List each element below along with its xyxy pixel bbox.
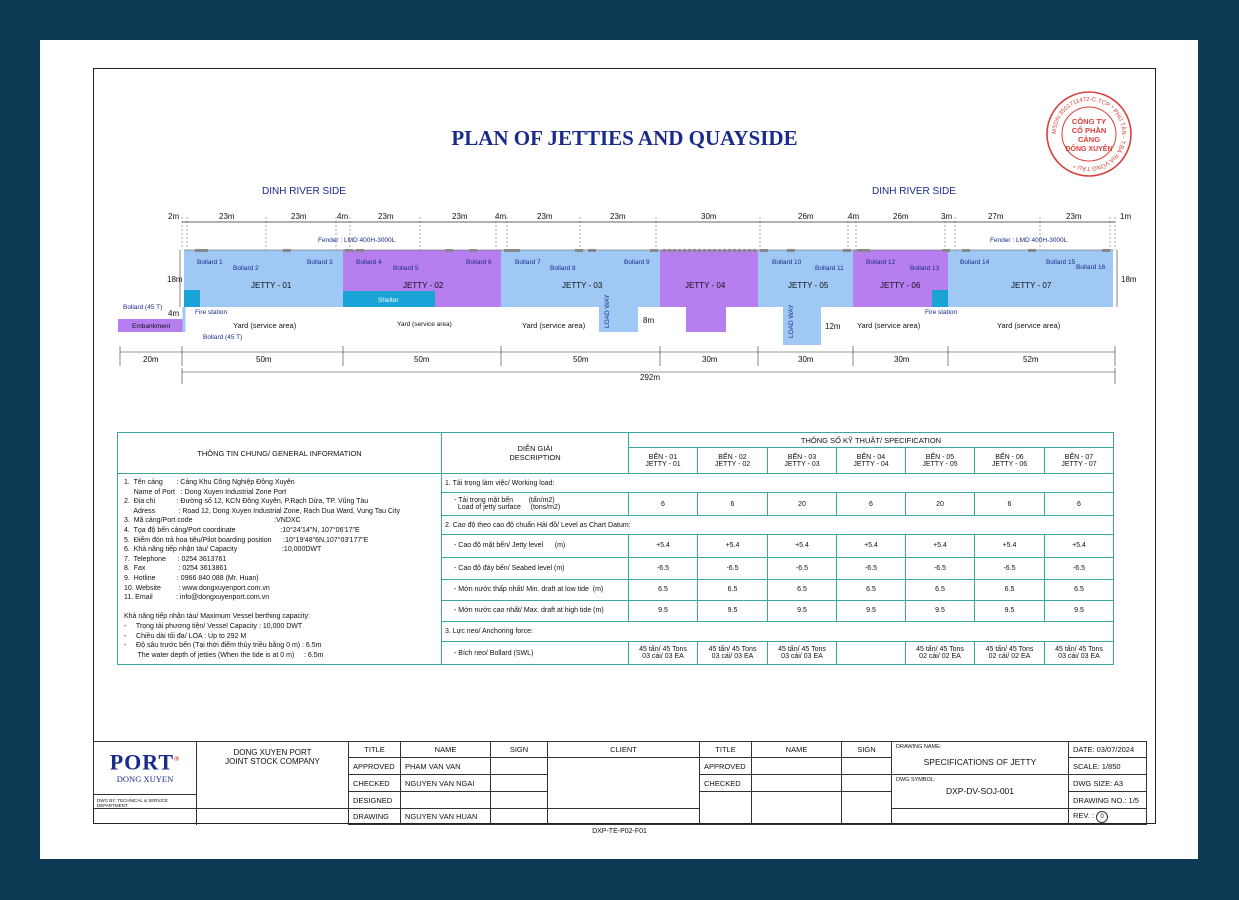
fender-mark [942, 249, 950, 252]
top-dimension-label: 4m [337, 212, 349, 221]
bollard-label: Bollard 3 [307, 259, 333, 266]
bollard-45-label-1: Bollard (45 T) [123, 304, 163, 311]
top-dimension-label: 2m [168, 212, 180, 221]
general-info-line: 4. Tọa độ bến cảng/Port coordinate :10°24'14"N, 107°06'17"E [124, 526, 360, 534]
bottom-dimension-label: 50m [573, 355, 589, 364]
top-dimension-label: 4m [848, 212, 860, 221]
fender-mark [1028, 249, 1036, 252]
bottom-dimension-label: 50m [414, 355, 430, 364]
bottom-dimension-label: 50m [256, 355, 272, 364]
col-title-2: TITLE [700, 742, 752, 758]
fender-mark [698, 249, 701, 252]
top-dimension-label: 1m [1120, 212, 1132, 221]
spec-value: -6.5 [1045, 557, 1114, 579]
general-info-line: Khả năng tiếp nhận tàu/ Maximum Vessel berthing capacity: [124, 613, 310, 621]
jetty-label: JETTY - 03 [562, 281, 603, 290]
spec-value: 6 [1045, 493, 1114, 516]
logo-cell [94, 742, 197, 809]
bottom-dimension-label: 52m [1023, 355, 1039, 364]
bollard-label: Bollard 4 [356, 259, 382, 266]
bollard-label: Bollard 10 [772, 259, 802, 266]
drawing-title: PLAN OF JETTIES AND QUAYSIDE [451, 126, 798, 150]
dimension-12m: 12m [825, 322, 841, 331]
spec-value: +5.4 [1045, 535, 1114, 557]
fender-label-right: Fender : LMD 400H-3000L [990, 237, 1068, 244]
fender-mark [708, 249, 711, 252]
spec-value: 20 [768, 493, 837, 516]
general-info-line: - Chiều dài tối đa/ LOA : Up to 292 M [124, 632, 247, 640]
general-info-line: The water depth of jetties (When the tide is at 0 m) : 6.5m [124, 651, 324, 659]
form-code: DXP-TE-P02-F01 [592, 828, 647, 835]
jetty-label: JETTY - 04 [685, 281, 726, 290]
spec-value: 6.5 [906, 579, 975, 600]
description-header: DIỄN GIẢI DESCRIPTION [442, 433, 629, 474]
spec-value: 45 tấn/ 45 Tons 03 cái/ 03 EA [1045, 642, 1114, 665]
jetty-column-header: BẾN - 05 JETTY - 05 [906, 448, 975, 474]
general-info-line: - Trọng tải phương tiện/ Vessel Capacity : 10,000 DWT [124, 622, 303, 630]
col-title: TITLE [349, 742, 401, 758]
general-info-header: THÔNG TIN CHUNG/ GENERAL INFORMATION [118, 433, 442, 474]
designed-label: DESIGNED [349, 792, 401, 809]
spec-value: 6.5 [975, 579, 1045, 600]
yard-label: Yard (service area) [997, 321, 1061, 330]
yard-label: Yard (service area) [233, 321, 297, 330]
dwg-by-text: DWG BY: TECHNICAL & SERVICE DEPARTMENT [94, 794, 196, 808]
fender-mark [862, 249, 870, 252]
drawing-name: NGUYEN VAN HUAN [401, 809, 491, 825]
dimension-8m: 8m [643, 316, 655, 325]
row-label: - Mớn nước thấp nhất/ Min. draft at low tide (m) [442, 579, 629, 600]
fender-mark [200, 249, 208, 252]
drawing-name-cell: DRAWING NAME: SPECIFICATIONS OF JETTY [892, 742, 1069, 775]
general-info-line: 8. Fax : 0254 3613861 [124, 565, 228, 573]
top-dimension-label: 23m [219, 212, 235, 221]
spec-value: 45 tấn/ 45 Tons 03 cái/ 03 EA [698, 642, 768, 665]
scale: SCALE: 1/850 [1069, 758, 1147, 775]
spec-value: -6.5 [698, 557, 768, 579]
fender-mark [445, 249, 453, 252]
spec-value: 6 [698, 493, 768, 516]
load-way-label-2: LOAD WAY [788, 304, 795, 338]
spec-value: 45 tấn/ 45 Tons 02 cái/ 02 EA [975, 642, 1045, 665]
col-name: NAME [401, 742, 491, 758]
spec-value: 45 tấn/ 45 Tons 03 cái/ 03 EA [629, 642, 698, 665]
top-dimension-label: 26m [893, 212, 909, 221]
top-dimension-label: 4m [495, 212, 507, 221]
fender-mark [663, 249, 666, 252]
bollard-label: Bollard 8 [550, 265, 576, 272]
general-info-line: 10. Website : www.dongxuyenport.com.vn [124, 584, 270, 592]
spec-value: 45 tấn/ 45 Tons 02 cái/ 02 EA [906, 642, 975, 665]
jetty-column-header: BẾN - 07 JETTY - 07 [1045, 448, 1114, 474]
fire-station-label-2: Fire station [925, 309, 958, 316]
top-dimension-label: 23m [378, 212, 394, 221]
bottom-dimension-label: 30m [894, 355, 910, 364]
top-dimension-label: 3m [941, 212, 953, 221]
row-label: - Tải trọng mặt bến (tấn/m2) Load of jetty surface (tons/m2) [442, 493, 629, 516]
spec-value: 20 [906, 493, 975, 516]
fender-mark [748, 249, 751, 252]
section-working-load: 1. Tải trọng làm việc/ Working load: [442, 474, 1114, 493]
fender-mark [743, 249, 746, 252]
shelter-label: Shelter [378, 297, 399, 304]
svg-text:MSDN:3501711472-C.TCP * PHÚ TÂ: MSDN:3501711472-C.TCP * PHÚ TÂN - T.BÀ RỊA VŨNG TÀU * [1051, 96, 1127, 172]
general-info-line: 1. Tên cảng : Cảng Khu Công Nghiệp Đông Xuyên [124, 479, 295, 486]
spec-value: 6 [629, 493, 698, 516]
spec-value: 9.5 [1045, 600, 1114, 621]
dwg-symbol-cell: DWG SYMBOL: DXP-DV-SOJ-001 [892, 775, 1069, 809]
spec-value: 6.5 [768, 579, 837, 600]
yard-label: Yard (service area) [397, 321, 452, 328]
jetty-column-header: BẾN - 03 JETTY - 03 [768, 448, 837, 474]
general-info-line: 7. Telephone : 0254 3613761 [124, 555, 227, 563]
approved-name: PHAM VAN VAN [401, 758, 491, 775]
row-label: - Bích neo/ Bollard (SWL) [442, 642, 629, 665]
port-logo: PORT® [109, 749, 181, 775]
side-dimension-4m: 4m [168, 309, 180, 318]
approved-label: APPROVED [349, 758, 401, 775]
spec-value: -6.5 [768, 557, 837, 579]
general-info-line: 2. Địa chỉ : Đường số 12, KCN Đông Xuyên, P.Rạch Dừa, TP. Vũng Tàu [124, 498, 369, 506]
fender-mark [738, 249, 741, 252]
title-block [93, 741, 1147, 825]
jetty-04-extension [686, 307, 726, 332]
logo-subtitle: DONG XUYEN [116, 774, 174, 785]
jetty-column-header: BẾN - 01 JETTY - 01 [629, 448, 698, 474]
row-label: - Cao độ đáy bến/ Seabed level (m) [442, 557, 629, 579]
jetty-label: JETTY - 07 [1011, 281, 1052, 290]
fender-mark [718, 249, 721, 252]
fender-mark [678, 249, 681, 252]
jetty-column-header: BẾN - 04 JETTY - 04 [837, 448, 906, 474]
spec-value: -6.5 [629, 557, 698, 579]
jetty-label: JETTY - 01 [251, 281, 292, 290]
top-dimension-label: 23m [537, 212, 553, 221]
jetty-label: JETTY - 05 [788, 281, 829, 290]
fender-mark [760, 249, 768, 252]
top-dimension-label: 23m [291, 212, 307, 221]
fender-mark [356, 249, 364, 252]
fender-mark [512, 249, 520, 252]
fender-mark [962, 249, 970, 252]
row-label: - Mớn nước cao nhất/ Max. draft at high tide (m) [442, 600, 629, 621]
fender-mark [688, 249, 691, 252]
jetty-plan [0, 0, 1239, 400]
section-levels: 2. Cao độ theo cao độ chuẩn Hải đồ/ Level as Chart Datum: [442, 516, 1114, 535]
fire-station-label-1: Fire station [195, 309, 228, 316]
fender-mark [504, 249, 512, 252]
load-way-label-1: LOAD WAY [604, 294, 611, 328]
fender-mark [753, 249, 756, 252]
fender-mark [668, 249, 671, 252]
fender-mark [345, 249, 353, 252]
general-info-line: 11. Email : info@dongxuyenport.com.vn [124, 594, 270, 602]
svg-text:CỔ PHẦN: CỔ PHẦN [1071, 126, 1107, 135]
drawing-number: DRAWING NO.: 1/5 [1069, 792, 1147, 809]
bollard-label: Bollard 16 [1076, 264, 1106, 271]
general-info-line: 3. Mã cảng/Port code :VNDXC [124, 517, 301, 525]
fender-mark [673, 249, 676, 252]
fender-mark [683, 249, 686, 252]
bottom-dimension-label: 30m [798, 355, 814, 364]
river-label-right: DINH RIVER SIDE [872, 186, 956, 197]
spec-value [837, 642, 906, 665]
general-info-line: 5. Điểm đón trả hoa tiêu/Pilot boarding position :10°19'48"6N,107°03'177"E [124, 536, 369, 544]
spec-value: 9.5 [768, 600, 837, 621]
svg-text:CẢNG: CẢNG [1077, 135, 1101, 144]
top-dimension-label: 27m [988, 212, 1004, 221]
top-dimension-label: 23m [1066, 212, 1082, 221]
col-name-2: NAME [752, 742, 842, 758]
fender-mark [693, 249, 696, 252]
specification-table [117, 432, 1114, 665]
bollard-label: Bollard 1 [197, 259, 223, 266]
bottom-dimension-label: 20m [143, 355, 159, 364]
bollard-label: Bollard 11 [815, 265, 844, 272]
dwg-size: DWG SIZE: A3 [1069, 775, 1147, 792]
checked-label-2: CHECKED [700, 775, 752, 792]
company-name: DONG XUYEN PORT JOINT STOCK COMPANY [197, 742, 349, 809]
side-dimension-right: 18m [1121, 275, 1137, 284]
spec-value: 9.5 [837, 600, 906, 621]
spec-value: +5.4 [629, 535, 698, 557]
spec-value: +5.4 [768, 535, 837, 557]
bollard-label: Bollard 12 [866, 259, 896, 266]
bollard-label: Bollard 14 [960, 259, 990, 266]
top-dimension-label: 30m [701, 212, 717, 221]
fender-mark [787, 249, 795, 252]
fire-station-block-1 [184, 290, 200, 307]
section-anchoring: 3. Lực neo/ Anchoring force: [442, 621, 1114, 641]
fender-mark [728, 249, 731, 252]
general-info-line: 9. Hotline : 0966 840 088 (Mr. Huan) [124, 574, 259, 582]
svg-text:ĐÔNG XUYÊN: ĐÔNG XUYÊN [1065, 146, 1113, 153]
spec-value: 9.5 [629, 600, 698, 621]
fender-mark [1102, 249, 1110, 252]
spec-value: 9.5 [906, 600, 975, 621]
jetty-label: JETTY - 02 [403, 281, 444, 290]
spec-value: 6 [837, 493, 906, 516]
bollard-45-label-2: Bollard (45 T) [203, 334, 243, 341]
general-info-line [124, 603, 435, 613]
spec-value: 45 tấn/ 45 Tons 03 cái/ 03 EA [768, 642, 837, 665]
jetty-04-area [660, 250, 758, 307]
general-info-line: Name of Port : Dong Xuyen Industrial Zone Port [124, 488, 287, 496]
bollard-label: Bollard 13 [910, 265, 940, 272]
fender-mark [575, 249, 583, 252]
yard-label: Yard (service area) [522, 321, 586, 330]
fender-mark [723, 249, 726, 252]
fender-mark [588, 249, 596, 252]
checked-name: NGUYEN VAN NGAI [401, 775, 491, 792]
bollard-label: Bollard 5 [393, 265, 419, 272]
fender-mark [843, 249, 851, 252]
revision: REV. : 0 [1069, 809, 1147, 825]
side-dimension-left: 18m [167, 275, 183, 284]
spec-value: 9.5 [698, 600, 768, 621]
fire-station-block-2 [932, 290, 948, 307]
bollard-label: Bollard 7 [515, 259, 541, 266]
row-label: - Cao độ mặt bến/ Jetty level (m) [442, 535, 629, 557]
col-sign: SIGN [491, 742, 548, 758]
fender-mark [650, 249, 658, 252]
fender-label-left: Fender : LMD 400H-3000L [318, 237, 396, 244]
bottom-dimension-label: 30m [702, 355, 718, 364]
fender-mark [733, 249, 736, 252]
general-info-body [118, 474, 442, 665]
spec-value: -6.5 [906, 557, 975, 579]
spec-value: +5.4 [975, 535, 1045, 557]
jetty-column-header: BẾN - 06 JETTY - 06 [975, 448, 1045, 474]
spec-value: -6.5 [975, 557, 1045, 579]
spec-value: 6.5 [837, 579, 906, 600]
spec-value: -6.5 [837, 557, 906, 579]
col-sign-2: SIGN [842, 742, 892, 758]
total-length-label: 292m [640, 373, 661, 382]
spec-value: 6 [975, 493, 1045, 516]
col-client: CLIENT [548, 742, 700, 758]
fender-mark [703, 249, 706, 252]
general-info-line: - Độ sâu trước bến (Tại thời điểm thủy triều bằng 0 m) : 6.5m [124, 642, 322, 650]
fender-mark [283, 249, 291, 252]
date: DATE: 03/07/2024 [1069, 742, 1147, 758]
spec-value: 6.5 [698, 579, 768, 600]
bollard-label: Bollard 2 [233, 265, 259, 272]
spec-value: +5.4 [837, 535, 906, 557]
checked-label: CHECKED [349, 775, 401, 792]
spec-value: +5.4 [906, 535, 975, 557]
top-dimension-label: 23m [610, 212, 626, 221]
embankment-label: Embankment [132, 323, 171, 330]
fender-mark [469, 249, 477, 252]
bollard-label: Bollard 15 [1046, 259, 1076, 266]
fender-mark [713, 249, 716, 252]
spec-value: 6.5 [629, 579, 698, 600]
drawing-label: DRAWING [349, 809, 401, 825]
top-dimension-label: 23m [452, 212, 468, 221]
yard-label: Yard (service area) [857, 321, 921, 330]
river-label-left: DINH RIVER SIDE [262, 186, 346, 197]
svg-text:CÔNG TY: CÔNG TY [1071, 117, 1107, 126]
spec-value: 9.5 [975, 600, 1045, 621]
jetty-label: JETTY - 06 [880, 281, 921, 290]
spec-header: THÔNG SỐ KỸ THUẬT/ SPECIFICATION [629, 433, 1114, 448]
bollard-label: Bollard 9 [624, 259, 650, 266]
jetty-column-header: BẾN - 02 JETTY - 02 [698, 448, 768, 474]
general-info-line: 6. Khả năng tiếp nhận tàu/ Capacity :10,000DWT [124, 546, 322, 554]
spec-value: 6.5 [1045, 579, 1114, 600]
general-info-line: Adress : Road 12, Dong Xuyen Industrial Zone, Rach Dua Ward, Vung Tau City [124, 507, 400, 515]
approved-label-2: APPROVED [700, 758, 752, 775]
spec-value: +5.4 [698, 535, 768, 557]
bollard-label: Bollard 6 [466, 259, 492, 266]
top-dimension-label: 26m [798, 212, 814, 221]
